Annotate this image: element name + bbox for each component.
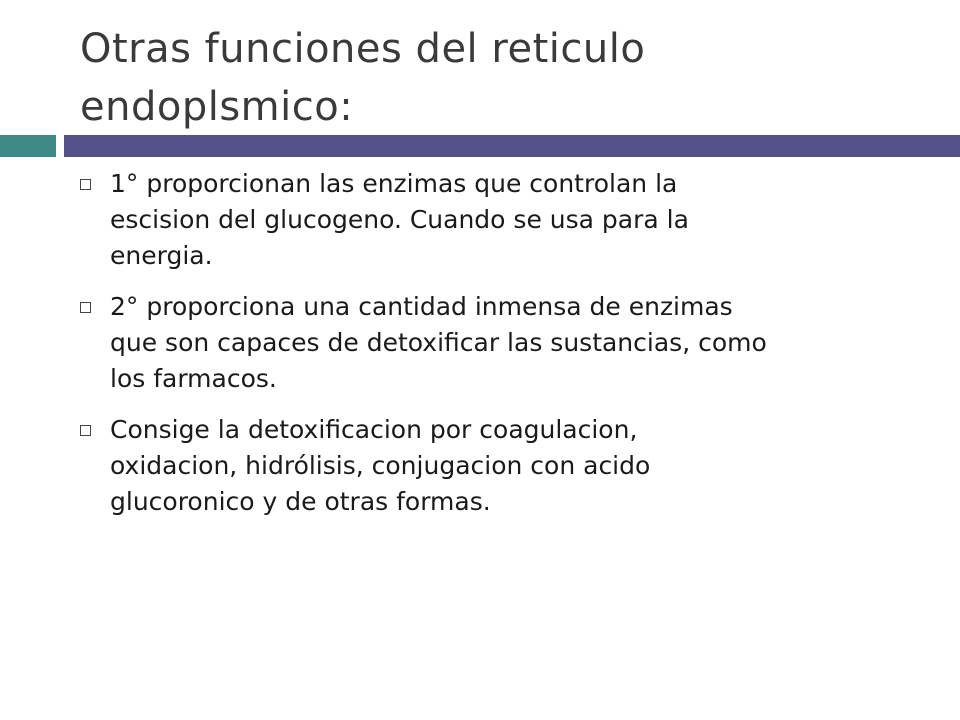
list-item xyxy=(70,166,770,274)
bullet-text: Consige la detoxificacion por coagulacion, oxidacion, hidrólisis, conjugacion con acido glucoronico y de otras formas. xyxy=(110,415,651,516)
bullet-list xyxy=(70,166,770,535)
list-item xyxy=(70,289,770,397)
list-item xyxy=(70,412,770,520)
bullet-text: 2° proporciona una cantidad inmensa de enzimas que son capaces de detoxificar las sustancias, como los farmacos. xyxy=(110,292,767,393)
hollow-square-bullet-icon xyxy=(80,179,91,190)
hollow-square-bullet-icon xyxy=(80,425,91,436)
slide-title: Otras funciones del reticulo endoplsmico: xyxy=(80,26,646,130)
title-rule-accent-right xyxy=(64,135,960,157)
bullet-text: 1° proporcionan las enzimas que controlan la escision del glucogeno. Cuando se usa para la energia. xyxy=(110,169,689,270)
title-rule-accent-left xyxy=(0,135,56,157)
hollow-square-bullet-icon xyxy=(80,302,91,313)
